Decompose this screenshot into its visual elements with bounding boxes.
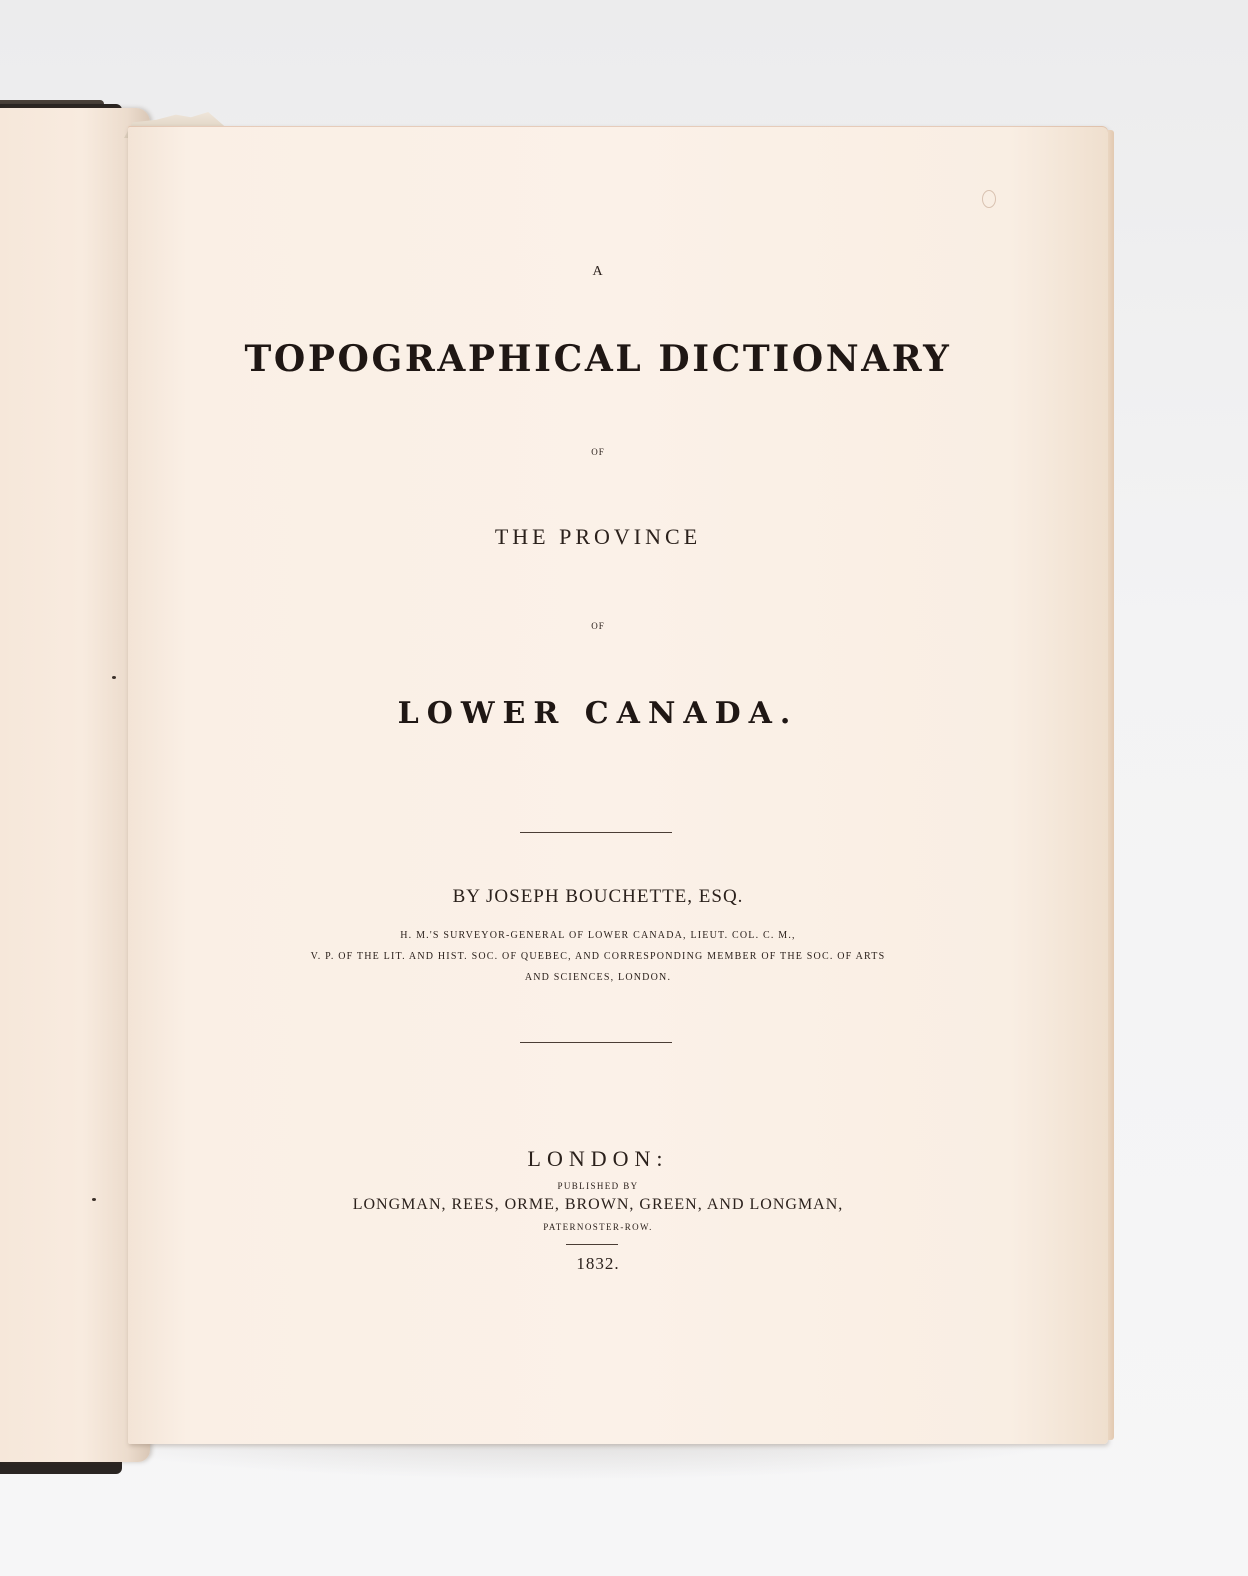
divider-rule-short bbox=[566, 1244, 618, 1245]
imprint-publisher: LONGMAN, REES, ORME, BROWN, GREEN, AND LONGMAN, bbox=[352, 1196, 844, 1213]
author-credential: V. P. OF THE LIT. AND HIST. SOC. OF QUEBEC, AND CORRESPONDING MEMBER OF THE SOC. OF ARTS bbox=[310, 951, 886, 962]
pencil-mark-icon bbox=[982, 190, 996, 208]
title-article: A bbox=[592, 264, 604, 279]
book-title: TOPOGRAPHICAL DICTIONARY bbox=[244, 338, 952, 380]
book-subtitle: THE PROVINCE bbox=[494, 524, 702, 549]
book-place: LOWER CANADA. bbox=[397, 696, 799, 731]
divider-rule bbox=[520, 1042, 672, 1043]
title-of-1: OF bbox=[591, 447, 605, 457]
left-page-speck bbox=[92, 1198, 96, 1201]
author-credential: H. M.'S SURVEYOR-GENERAL OF LOWER CANADA, LIEUT. COL. C. M., bbox=[400, 930, 796, 941]
imprint-address: PATERNOSTER-ROW. bbox=[543, 1222, 653, 1232]
title-of-2: OF bbox=[591, 621, 605, 631]
divider-rule bbox=[520, 832, 672, 833]
imprint-city: LONDON: bbox=[527, 1146, 669, 1171]
page-edge bbox=[1108, 130, 1114, 1440]
imprint-year: 1832. bbox=[576, 1254, 620, 1273]
author-credential: AND SCIENCES, LONDON. bbox=[524, 972, 672, 983]
imprint-published-by: PUBLISHED BY bbox=[557, 1181, 639, 1191]
author-line: BY JOSEPH BOUCHETTE, ESQ. bbox=[452, 886, 744, 907]
left-page-speck bbox=[112, 676, 116, 679]
title-page bbox=[128, 126, 1108, 1444]
